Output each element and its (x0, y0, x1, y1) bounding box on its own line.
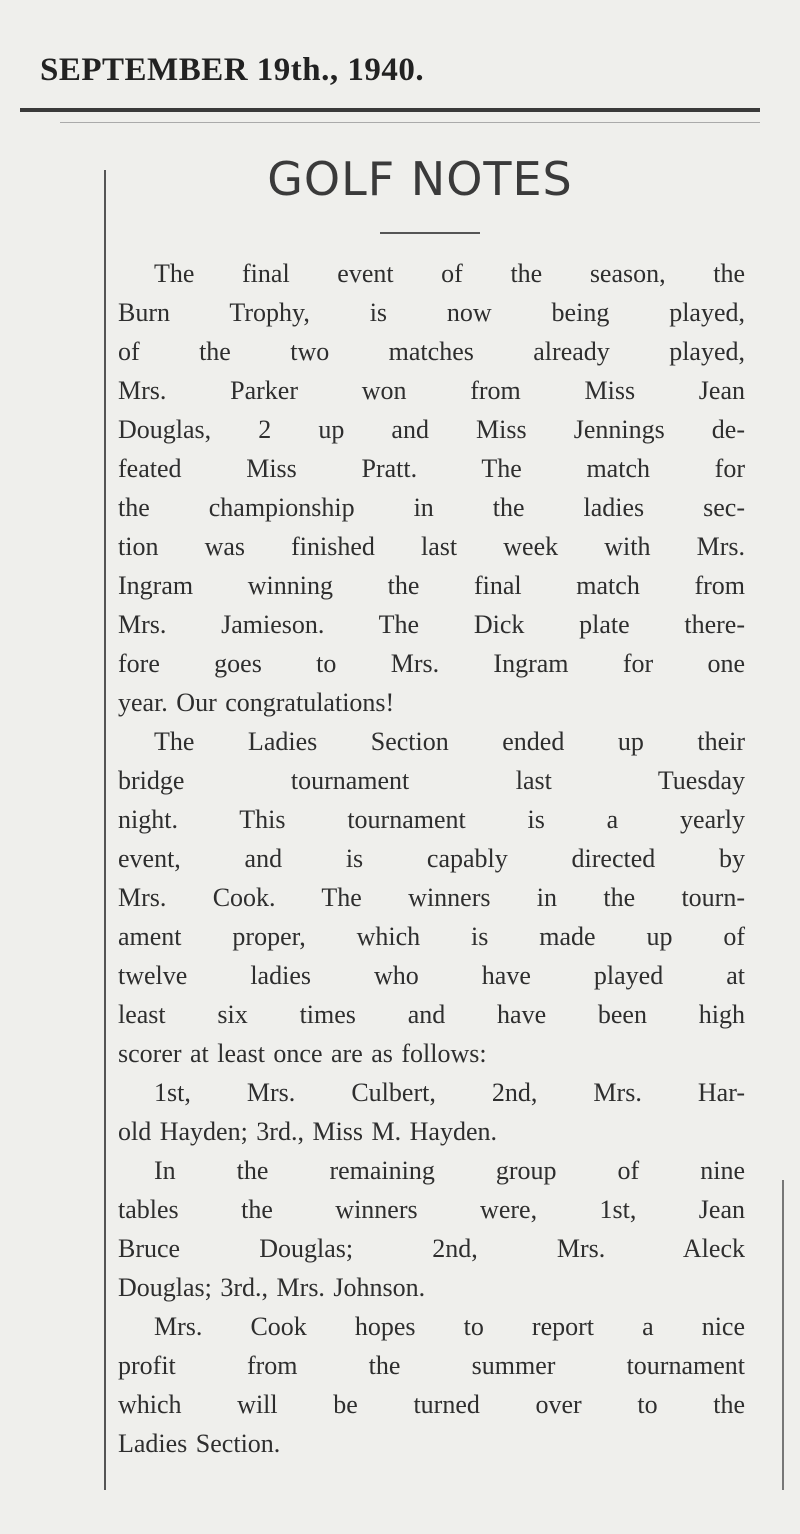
article-line: Douglas; 3rd., Mrs. Johnson. (118, 1273, 426, 1302)
article-line: feated Miss Pratt. The match for (118, 454, 745, 483)
article-line: Mrs. Jamieson. The Dick plate there- (118, 610, 745, 639)
article-line: tion was finished last week with Mrs. (118, 532, 745, 561)
article-line: Douglas, 2 up and Miss Jennings de- (118, 415, 745, 444)
header-rule-thin (60, 122, 760, 123)
article-line: Ladies Section. (118, 1429, 281, 1458)
article-line: Mrs. Parker won from Miss Jean (118, 376, 745, 405)
column-rule-left (104, 170, 106, 1490)
article-line: ament proper, which is made up of (118, 922, 745, 951)
column-rule-right (782, 1180, 784, 1490)
article-line: profit from the summer tournament (118, 1351, 745, 1380)
article-line: tables the winners were, 1st, Jean (118, 1195, 745, 1224)
article-line: Mrs. Cook hopes to report a nice (154, 1312, 745, 1341)
article-line: 1st, Mrs. Culbert, 2nd, Mrs. Har- (154, 1078, 745, 1107)
article-line: night. This tournament is a yearly (118, 805, 745, 834)
article-line: bridge tournament last Tuesday (118, 766, 745, 795)
article-line: event, and is capably directed by (118, 844, 745, 873)
article-line: of the two matches already played, (118, 337, 745, 366)
article-line: which will be turned over to the (118, 1390, 745, 1419)
title-divider (380, 232, 480, 234)
article-line: twelve ladies who have played at (118, 961, 745, 990)
article-line: least six times and have been high (118, 1000, 745, 1029)
article-line: In the remaining group of nine (154, 1156, 745, 1185)
article-line: fore goes to Mrs. Ingram for one (118, 649, 745, 678)
dateline: SEPTEMBER 19th., 1940. (40, 52, 425, 88)
article-line: Ingram winning the final match from (118, 571, 745, 600)
article-line: scorer at least once are as follows: (118, 1039, 487, 1068)
article-line: The final event of the season, the (154, 259, 745, 288)
article-line: year. Our congratulations! (118, 688, 395, 717)
article-body (118, 254, 745, 1463)
article-line: Mrs. Cook. The winners in the tourn- (118, 883, 745, 912)
header-rule (20, 108, 760, 112)
article-line: Bruce Douglas; 2nd, Mrs. Aleck (118, 1234, 745, 1263)
article-line: the championship in the ladies sec- (118, 493, 745, 522)
article-line: The Ladies Section ended up their (154, 727, 745, 756)
article-line: old Hayden; 3rd., Miss M. Hayden. (118, 1117, 498, 1146)
article-line: Burn Trophy, is now being played, (118, 298, 745, 327)
article-title: GOLF NOTES (267, 152, 573, 206)
